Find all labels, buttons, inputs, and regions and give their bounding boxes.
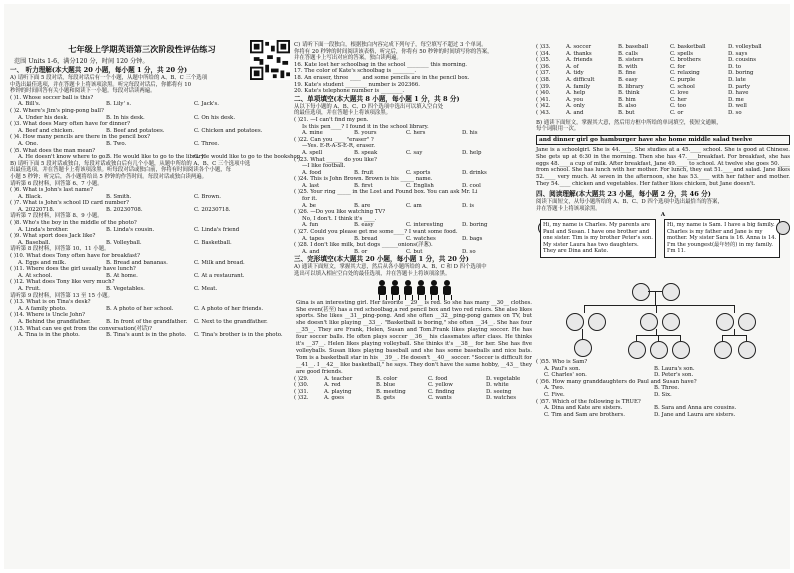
question-number: ( )34.: [536, 50, 551, 57]
instruction-line: 从以下每小题的 A、B、C、D 四个选项中选出可以填入空白处: [294, 103, 444, 110]
option: C. or: [670, 109, 684, 116]
option: C. say: [406, 149, 423, 156]
option: C. spells: [670, 50, 693, 57]
option: A. you: [566, 96, 584, 103]
option: B. At home.: [106, 272, 138, 279]
question-stem: ( )15. What can we get from the conversation(对话)?: [10, 325, 152, 332]
option: A. thanks: [566, 50, 592, 57]
option: D. late: [728, 76, 746, 83]
option: B. sisters: [618, 57, 644, 64]
option: C. school: [670, 83, 695, 90]
option: C. but: [406, 248, 423, 255]
option: C. brothers: [670, 57, 701, 64]
sam-card: Hi, my name is Sam. I have a big family. Charles is my father and Jane is my mother. My sister Sara is 16. Anna is 14. I'm the youngest(最年轻的) in my family. I'm 11.: [664, 219, 780, 258]
option: B. In front of the grandfather.: [106, 318, 188, 325]
option: D. party: [728, 83, 751, 90]
option: A. soccer: [566, 44, 592, 50]
option: A. mine: [302, 130, 323, 137]
option: C. food: [428, 375, 448, 382]
option: A. Eggs and milk.: [18, 259, 67, 266]
question-stem: ( )23. What ______ do you like?: [294, 156, 377, 163]
question-number: ( )32.: [294, 395, 309, 402]
fill-item: 18. An eraser, three ____ and some pencils are in the pencil box.: [294, 74, 470, 81]
option: A. At school.: [18, 272, 53, 279]
option: D. boring: [462, 222, 488, 229]
option: C. her: [670, 96, 687, 103]
option: B. also: [618, 103, 637, 110]
option: A. 20220718.: [18, 206, 55, 213]
option-row: [294, 376, 534, 383]
option: C. On his desk.: [194, 114, 236, 121]
question-list-b: [10, 181, 290, 339]
option: B. first: [354, 182, 373, 189]
option-row: [536, 51, 790, 58]
option-row: [536, 110, 790, 117]
option: D. me: [728, 96, 744, 103]
right-column: [536, 4, 790, 569]
option: A. Two.: [544, 385, 565, 392]
option: A. of: [566, 63, 579, 70]
option: A. and: [302, 248, 320, 255]
option-row: [536, 44, 790, 51]
option: A. friends: [566, 57, 593, 64]
question-stem: ( )4. How many pencils are there in the pencil box?: [10, 134, 151, 141]
option: B. A photo of her school.: [106, 305, 174, 312]
question-stem: ( )10. What does Tony often have for breakfast?: [10, 253, 141, 260]
question-number: ( )38.: [536, 76, 551, 83]
option-row: [10, 141, 290, 148]
question-stem-cont: —Yes. E-R-A-S-E-R, eraser.: [302, 143, 376, 150]
choice-list: [294, 117, 534, 255]
option: B. yours: [354, 130, 377, 137]
option: D. well: [728, 103, 747, 110]
option: A. teacher: [324, 375, 353, 382]
option: D. Jane and Laura are sisters.: [654, 411, 736, 418]
question-number: ( )36.: [536, 63, 551, 70]
option-row: [294, 382, 534, 389]
option: D. Six.: [654, 391, 672, 398]
question-stem: ( )6. What is John's last name?: [10, 187, 93, 194]
option: A. spell: [302, 149, 323, 156]
option: B. are: [354, 202, 371, 209]
option-row: [10, 332, 290, 339]
option-row: [294, 150, 534, 157]
option: A. difficult: [566, 76, 595, 83]
option: A. Black.: [18, 193, 43, 200]
option: A. be: [302, 202, 316, 209]
cloze-heading: 三、完形填空(本大题共 20 小题，每小题 1 分，共 20 分): [294, 255, 469, 264]
instruction-line: B) 请听下面 5 段对话或独白，每段对话或独白后有几个小题，从题中所给的 A、B、C 三个选项中选: [10, 160, 251, 167]
option: D. seeing: [486, 388, 512, 395]
option: C. wants: [428, 395, 452, 402]
option: C. Linda's friend: [194, 226, 240, 233]
option-row: [536, 64, 790, 71]
option: C. English: [406, 182, 434, 189]
option: C. yellow: [428, 382, 453, 389]
option: D. to: [728, 63, 741, 70]
option: A. family: [566, 83, 591, 90]
reading-heading: 四、阅读理解(本大题共 23 小题，每小题 2 分，共 46 分): [536, 190, 711, 199]
option: C. A photo of her friends.: [194, 305, 264, 312]
material-note: 请听第 9 段材料，回答第 13 至 15 小题。: [10, 292, 113, 299]
option: C. am: [406, 202, 422, 209]
option: D. have: [728, 90, 749, 97]
option: A. Tina is in the photo.: [18, 332, 80, 339]
option-row: [536, 412, 790, 419]
option: C. Jack's.: [194, 101, 219, 108]
avatar: [776, 221, 790, 235]
option: C. Five.: [544, 391, 565, 398]
listening-section: [10, 66, 302, 339]
option: A. Dina and Kate are sisters.: [544, 405, 623, 412]
question-stem: ( )26. —Do you like watching TV?: [294, 209, 386, 216]
question-list-a: [10, 94, 302, 161]
option: C. Tim and Sam are brothers.: [544, 411, 625, 418]
material-note: 请听第 7 段材料，回答第 8、9 小题。: [10, 213, 103, 220]
instructions-a: [10, 75, 290, 95]
option-row: [536, 97, 790, 104]
option: C. Basketball.: [194, 239, 232, 246]
option: C. love: [670, 90, 689, 97]
option: A. Beef and chicken.: [18, 127, 75, 134]
option: B. Bread and bananas.: [106, 259, 168, 266]
instruction-line: 每个词限用一次。: [536, 126, 580, 133]
option: A. goes: [324, 395, 344, 402]
option: B. baseball: [618, 44, 649, 50]
option: C. Three.: [194, 140, 220, 147]
option: C. hers: [406, 130, 426, 137]
instruction-line: 中选出最佳选项，并在答题卡上将该项涂黑。听完每段对话后，你都将有 10: [10, 81, 192, 88]
option: B. bread: [354, 235, 378, 242]
option: A. food: [302, 169, 322, 176]
section-a-label: A: [660, 212, 666, 219]
instruction-line: A) 通读下面短文，掌握其大意，然后从各小题所给的 A、B、C 和 D 四个选项中: [294, 264, 487, 271]
instruction-line: 的最佳选项，并在答题卡上将该项涂黑。: [294, 110, 392, 117]
option: A. and: [566, 109, 584, 116]
option-row: [536, 366, 790, 373]
question-number: ( )29.: [294, 375, 309, 382]
option: C. sports: [406, 169, 431, 176]
option: B. Smith.: [106, 193, 132, 200]
option: B. easy: [618, 76, 638, 83]
instruction-line: 并在答题卡上将该项涂黑。: [536, 205, 601, 212]
option: A. Linda's brother.: [18, 226, 69, 233]
exam-subtitle: 范围 Units 1-6，满分120 分，时间 120 分钟。: [14, 58, 149, 65]
instruction-line: C) 请听下面一段独白，根据独白内容完成下列句子，每空填写不超过 3 个单词。: [294, 42, 487, 48]
question-stem: ( )14. Where is Uncle John?: [10, 312, 85, 319]
option: A. Paul's son.: [544, 365, 581, 372]
question-number: ( )31.: [294, 388, 309, 395]
option: C. relaxing: [670, 70, 700, 77]
instruction-line: 秒钟的时间回答有关小题和阅读下一小题。每段对话读两遍。: [10, 88, 156, 95]
option: B. library: [618, 83, 644, 90]
question-stem: ( )28. I don't like milk, but dogs ______onions(洋葱).: [294, 242, 433, 249]
instruction-line: 小题 5 秒钟；听完后，各小题将给出 5 秒钟的作答时间。每段对话或独白读两遍。: [10, 173, 207, 180]
fill-item: 17. The color of Kate's schoolbag is ________.: [294, 68, 417, 75]
option: A. Baseball.: [18, 239, 51, 246]
question-number: ( )39.: [536, 83, 551, 90]
option: A. tapes: [302, 235, 325, 242]
instruction-line: 出最佳选项，并在答题卡上将该项涂黑。听每段对话或独白前，你将有时间阅读各个小题，每: [10, 167, 232, 174]
option: A. He doesn't know where to go.: [18, 154, 107, 161]
question-stem: ( )7. What is John's school ID card number?: [10, 200, 129, 207]
material-note: 请听第 6 段材料，回答第 6、7 小题。: [10, 180, 103, 187]
option: D. vegetable: [486, 375, 521, 382]
option: B. gets: [376, 395, 395, 402]
question-number: ( )35.: [536, 57, 551, 64]
option: C. purple: [670, 76, 696, 83]
option: A. One.: [18, 140, 39, 147]
option: B. or: [354, 248, 368, 255]
option: C. Tina's brother is in the photo.: [194, 332, 283, 339]
cloze-options-right: [536, 4, 790, 117]
option: A. playing: [324, 388, 352, 395]
choice-heading: 二、单项填空(本大题共 8 小题，每小题 1 分，共 8 分): [294, 94, 460, 103]
question-number: ( )43.: [536, 109, 551, 116]
listening-heading: 一、 听力理解(本大题共 20 小题，每小题 1 分，共 20 分): [10, 66, 188, 74]
option: D. his: [462, 130, 478, 137]
option: A. Behind the grandfather.: [18, 318, 91, 325]
option: B. Volleyball.: [106, 239, 142, 246]
option: C. Meat.: [194, 286, 218, 292]
option: A. tidy: [566, 70, 584, 77]
option-row: [10, 286, 290, 293]
option-row: [536, 57, 790, 64]
question-stem: ( )57. Which of the following is TRUE?: [536, 398, 641, 405]
option: C. He would like to go to the bookshop.: [194, 154, 302, 161]
option-row: [536, 372, 790, 379]
option-row: [536, 405, 790, 412]
option: B. Vegetables.: [106, 286, 145, 292]
question-stem-cont: No, I don't. I think it's ____.: [302, 215, 377, 222]
option-row: [536, 385, 790, 392]
charles-card: Hi, my name is Charles. My parents are Paul and Susan. I have one brother and one sister. Tim is my brother Peter's son. My sister Laura has two daughters. They are Dina and Kate.: [540, 219, 656, 258]
option: A. last: [302, 182, 320, 189]
option: B. calls: [618, 50, 638, 57]
fill-item: 19. Kate's student ________ number is 202366.: [294, 81, 421, 88]
instruction-line: 阅读下面短文，从每小题所给的 A、B、C、D 四个选项中选出最恰当的答案，: [536, 199, 723, 206]
question-stem: ( )25. Your ring _____ in the Lost and Found box. You can ask Mr. Li: [294, 189, 478, 196]
word-passage: Jane is a schoolgirl. She is 44.____. She studies at a 45.____ school. She is good at Chinese. She gets up at 6:30 in the morning. Then she has 47.____breakfast. For breakfast, she has eggs 48.____a cup of milk. After breakfast, Jane 49.____ to school. At twelve she goes 50.____ from school. She has lunch with her mother. For lunch, they eat 51.____and salad. Jane likes 52.____ very much. At seven in the afternoon, she has 53.____ with her father and mother. They 54.____ chicken and vegetables. Her father likes chicken, but Jane doesn't.: [536, 146, 790, 188]
reading-questions: [536, 359, 790, 418]
question-stem-cont: Is this pen____? I found it in the school library.: [302, 123, 429, 130]
question-stem: ( )27. Could you please get me some____? I want some food.: [294, 229, 458, 236]
question-number: ( )41.: [536, 96, 551, 103]
option: B. Linda's cousin.: [106, 226, 155, 233]
option: D. says: [728, 50, 748, 57]
option: B. 20230708.: [106, 206, 143, 213]
option: D. Peter's son.: [654, 372, 694, 379]
option-row: [536, 77, 790, 84]
option: A. red: [324, 382, 341, 389]
option: A. Fruit.: [18, 286, 41, 292]
option: C. Next to the grandfather.: [194, 318, 268, 325]
option: B. think: [618, 90, 640, 97]
option: B. easy: [354, 222, 374, 229]
instruction-line: A) 请听下面 5 段对话，每段对话后有一个小题，从题中所给的 A、B、C 三个选项: [10, 75, 208, 81]
option-row: [536, 84, 790, 91]
option-row: [536, 392, 790, 399]
option: C. too: [670, 103, 687, 110]
option: B. fine: [618, 70, 636, 77]
question-stem: ( )12. What does Tony like very much?: [10, 279, 115, 286]
option-row: [10, 319, 290, 326]
question-stem: ( )56. How many granddaughters do Paul and Susan have?: [536, 378, 697, 385]
option: B. him: [618, 96, 636, 103]
question-number: ( )42.: [536, 103, 551, 110]
question-stem: ( )2. Where's Jim's ping-pong ball?: [10, 107, 104, 114]
option: B. Beef and potatoes.: [106, 127, 165, 134]
question-stem: ( )24. This is John Brown. Brown is his _____ name.: [294, 176, 433, 183]
option: D. boring: [728, 70, 754, 77]
option-row: [294, 389, 534, 396]
question-stem: ( )55. Who is Sam?: [536, 358, 588, 365]
option: B. with: [618, 63, 638, 70]
fill-section: [294, 4, 534, 95]
option: B. He would like to go to the library.: [106, 154, 206, 161]
option-row: [536, 103, 790, 110]
instruction-line: 并在答题卡上写出对应的答案，独白读两遍。: [294, 55, 402, 62]
instructions-b: [10, 161, 290, 181]
question-stem: ( )22. Can you ____ "eraser" ?: [294, 136, 374, 143]
question-stem: ( )1. Whose soccer ball is this?: [10, 94, 94, 101]
option: C. interesting: [406, 222, 444, 229]
instruction-line: B) 通读下面短文，掌握其大意，然后用方框中所给的单词填空，使短文通顺，: [536, 119, 722, 126]
option: C. At a restaurant.: [194, 272, 245, 279]
option: B. In his desk.: [106, 114, 145, 121]
cloze-passage: Gina is an interesting girl. Her favorite __29__ is red. So she has many __30__ clothes. She even(甚至) has a red schoolbag,a red pencil box and two red rulers. She also likes sports. She likes __31__ping-pong. And she often __32__ping-pong games on TV, but she doesn't like playing __33__. "Basketball is boring," she often __34__. She has four __35__. They are Frank, Helen, Susan and Tom.Frank likes playing soccer. He has four soccer balls. He often plays soccer __36__ his classmates after class. He thinks it's __37__. Helen likes playing volleyball. She thinks it's __38__ for her. She has five volleyballs. Susan likes playing baseball and she has some baseballs and nice bats. Tom is a basketball star in his __39__. He doesn't __40__ soccer. "Soccer is difficult for __41__. I __42__ like basketball," he says. They don't have the same hobby, __43__ they are good friends.: [296, 299, 532, 375]
option: B. speak: [354, 149, 378, 156]
instruction-line: 你将有 20 秒钟的时间阅读该表格，听完后，你将有 50 秒钟的时间填写你的答案，: [294, 48, 493, 55]
question-stem: ( )3. What does Mary often have for dinner?: [10, 121, 131, 128]
question-stem: ( )13. What is on Tina's desk?: [10, 299, 91, 306]
question-stem-cont: —I like football.: [302, 163, 346, 170]
option-row: [10, 101, 290, 108]
option: B. Three.: [654, 385, 680, 392]
option-row: [536, 90, 790, 97]
option-row: [536, 70, 790, 77]
question-number: ( )33.: [536, 44, 551, 50]
option: A. Under his desk.: [18, 114, 69, 121]
option: C. basketball: [670, 44, 706, 50]
option: C. Charles' son.: [544, 372, 587, 379]
question-number: ( )37.: [536, 70, 551, 77]
option: D. watches: [486, 395, 516, 402]
instruction-line: 选出可以填入相应空白处的最佳选项，并在答题卡上将该项涂黑。: [294, 271, 451, 277]
option: A. help: [566, 90, 586, 97]
option: B. Laura's son.: [654, 365, 695, 372]
option: D. so: [462, 248, 476, 255]
question-stem: ( )5. What does the man mean?: [10, 147, 96, 154]
material-note: 请听第 8 段材料，回答第 10、11 小题。: [10, 246, 110, 253]
option: D. white: [486, 382, 509, 389]
option: A. A family photo.: [18, 305, 67, 312]
option: B. but: [618, 109, 635, 116]
option: C. Milk and bread.: [194, 259, 245, 266]
option: C. 20230718.: [194, 206, 231, 213]
option: C. Brown.: [194, 193, 221, 200]
option: B. color: [376, 375, 398, 382]
question-stem: ( )21. —I can't find my pen.: [294, 116, 369, 123]
option-row: [10, 154, 302, 161]
option: B. fruit: [354, 169, 374, 176]
option-row: [294, 395, 534, 402]
option: D. cool: [462, 182, 481, 189]
option: C. for: [670, 63, 686, 70]
option: D. drinks: [462, 169, 487, 176]
option: B. Sara and Anna are cousins.: [654, 405, 737, 412]
profile-cards: [536, 219, 790, 281]
cloze-options: [294, 376, 534, 402]
exam-sheet: [4, 4, 790, 569]
option: C. watches: [406, 235, 436, 242]
option: A. only: [566, 103, 585, 110]
family-tree-icon: [536, 281, 790, 359]
option: D. bags: [462, 235, 483, 242]
option: C. Chicken and potatoes.: [194, 127, 263, 134]
question-stem-cont: for it.: [302, 196, 318, 203]
option: A. Bill's.: [18, 101, 41, 108]
option: B. Two.: [106, 140, 127, 147]
question-stem: ( )9. What sport does Jack like?: [10, 233, 96, 240]
middle-column: [294, 4, 534, 569]
option: A. fun: [302, 222, 319, 229]
option: B. blue: [376, 382, 396, 389]
option: D. help: [462, 149, 482, 156]
option: B. Tina's aunt is in the photo.: [106, 332, 187, 339]
question-stem: ( )8. Who's the boy in the middle of the photo?: [10, 220, 137, 227]
word-box: and dinner girl go hamburger have she home middle salad twelve: [536, 135, 790, 145]
option: D. is: [462, 202, 475, 209]
option-row: [294, 130, 534, 137]
option: D. volleyball: [728, 44, 762, 50]
option: B. Lily' s.: [106, 101, 132, 108]
question-stem: ( )11. Where does the girl usually have lunch?: [10, 266, 136, 273]
question-number: ( )40.: [536, 90, 551, 97]
question-number: ( )30.: [294, 382, 309, 389]
option: B. meeting: [376, 388, 406, 395]
option: D. so: [728, 109, 742, 116]
option: C. finding: [428, 388, 455, 395]
exam-title: 七年级上学期英语第三次阶段性评估练习: [68, 44, 216, 54]
option: D. cousins: [728, 57, 757, 64]
children-illustration-icon: [294, 278, 534, 300]
fill-item: 16. Kate lost her schoolbag in the school ________ this morning.: [294, 61, 467, 68]
fill-item: 20. Kate's telephone number is ________.: [294, 88, 405, 95]
